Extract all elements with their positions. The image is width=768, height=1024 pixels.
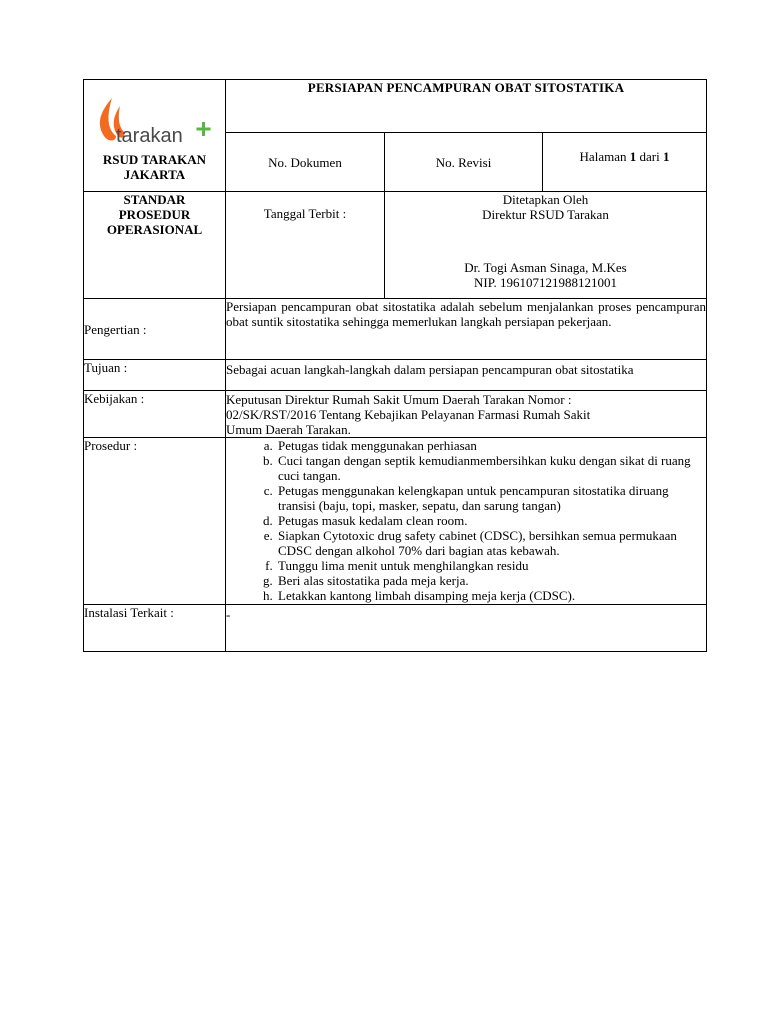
ditetapkan-block (385, 192, 707, 299)
halaman-total: 1 (662, 149, 670, 164)
ditetapkan-line1: Ditetapkan Oleh (502, 192, 589, 207)
prosedur-step: e. Siapkan Cytotoxic drug safety cabinet (CDSC), bersihkan semua permukaan CDSC dengan alkohol 70% dari bagian atas kebawah. (276, 528, 706, 558)
kebijakan-text (226, 391, 707, 438)
hospital-name-line1: RSUD TARAKAN (102, 152, 207, 167)
no-dokumen-label: No. Dokumen (226, 133, 385, 192)
dari-label: dari (639, 149, 660, 164)
prosedur-step: b. Cuci tangan dengan septik kemudianmembersihkan kuku dengan sikat di ruang cuci tangan. (276, 453, 706, 483)
hospital-logo-cell (84, 80, 226, 192)
hospital-name-line2: JAKARTA (123, 167, 186, 182)
halaman-number: 1 (629, 149, 637, 164)
prosedur-step: c. Petugas menggunakan kelengkapan untuk pencampuran sitostatika diruang transisi (baju, topi, masker, sepatu, dan sarung tangan) (276, 483, 706, 513)
pengertian-text: Persiapan pencampuran obat sitostatika adalah sebelum menjalankan proses pencampuran obat suntik sitostatika sehingga memerlukan langkah persiapan pekerjaan. (226, 299, 707, 360)
halaman-label: Halaman (579, 149, 627, 164)
pengertian-label: Pengertian : (84, 299, 226, 360)
ditetapkan-line2: Direktur RSUD Tarakan (482, 207, 609, 222)
hospital-name (84, 152, 225, 182)
no-revisi-label: No. Revisi (385, 133, 543, 192)
tujuan-text: Sebagai acuan langkah-langkah dalam persiapan pencampuran obat sitostatika (226, 360, 707, 391)
prosedur-cell (226, 438, 707, 605)
prosedur-step: f. Tunggu lima menit untuk menghilangkan residu (276, 558, 706, 573)
instalasi-label: Instalasi Terkait : (84, 605, 226, 652)
sop-label-line3: OPERASIONAL (106, 222, 203, 237)
prosedur-step: a. Petugas tidak menggunakan perhiasan (276, 438, 706, 453)
kebijakan-line3: Umum Daerah Tarakan. (226, 422, 351, 437)
prosedur-label: Prosedur : (84, 438, 226, 605)
signature-space (385, 222, 706, 260)
prosedur-list (226, 438, 706, 603)
document-title: PERSIAPAN PENCAMPURAN OBAT SITOSTATIKA (226, 80, 707, 133)
prosedur-step: h. Letakkan kantong limbah disamping meja kerja (CDSC). (276, 588, 706, 603)
sop-label-line1: STANDAR (123, 192, 186, 207)
sop-table (83, 79, 707, 652)
sop-label (84, 192, 226, 299)
kebijakan-label: Kebijakan : (84, 391, 226, 438)
signer-nip: NIP. 196107121988121001 (473, 275, 617, 290)
prosedur-step: g. Beri alas sitostatika pada meja kerja. (276, 573, 706, 588)
logo-text: tarakan (115, 125, 183, 147)
sop-label-line2: PROSEDUR (118, 207, 191, 222)
kebijakan-line2: 02/SK/RST/2016 Tentang Kebajikan Pelayanan Farmasi Rumah Sakit (226, 407, 591, 422)
tujuan-label: Tujuan : (84, 360, 226, 391)
tarakan-logo (94, 92, 216, 150)
instalasi-text: - (226, 605, 707, 652)
kebijakan-line1: Keputusan Direktur Rumah Sakit Umum Daerah Tarakan Nomor : (226, 392, 572, 407)
halaman-info (543, 133, 707, 192)
signer-name: Dr. Togi Asman Sinaga, M.Kes (464, 260, 627, 275)
prosedur-step: d. Petugas masuk kedalam clean room. (276, 513, 706, 528)
tanggal-terbit-label: Tanggal Terbit : (226, 192, 385, 299)
